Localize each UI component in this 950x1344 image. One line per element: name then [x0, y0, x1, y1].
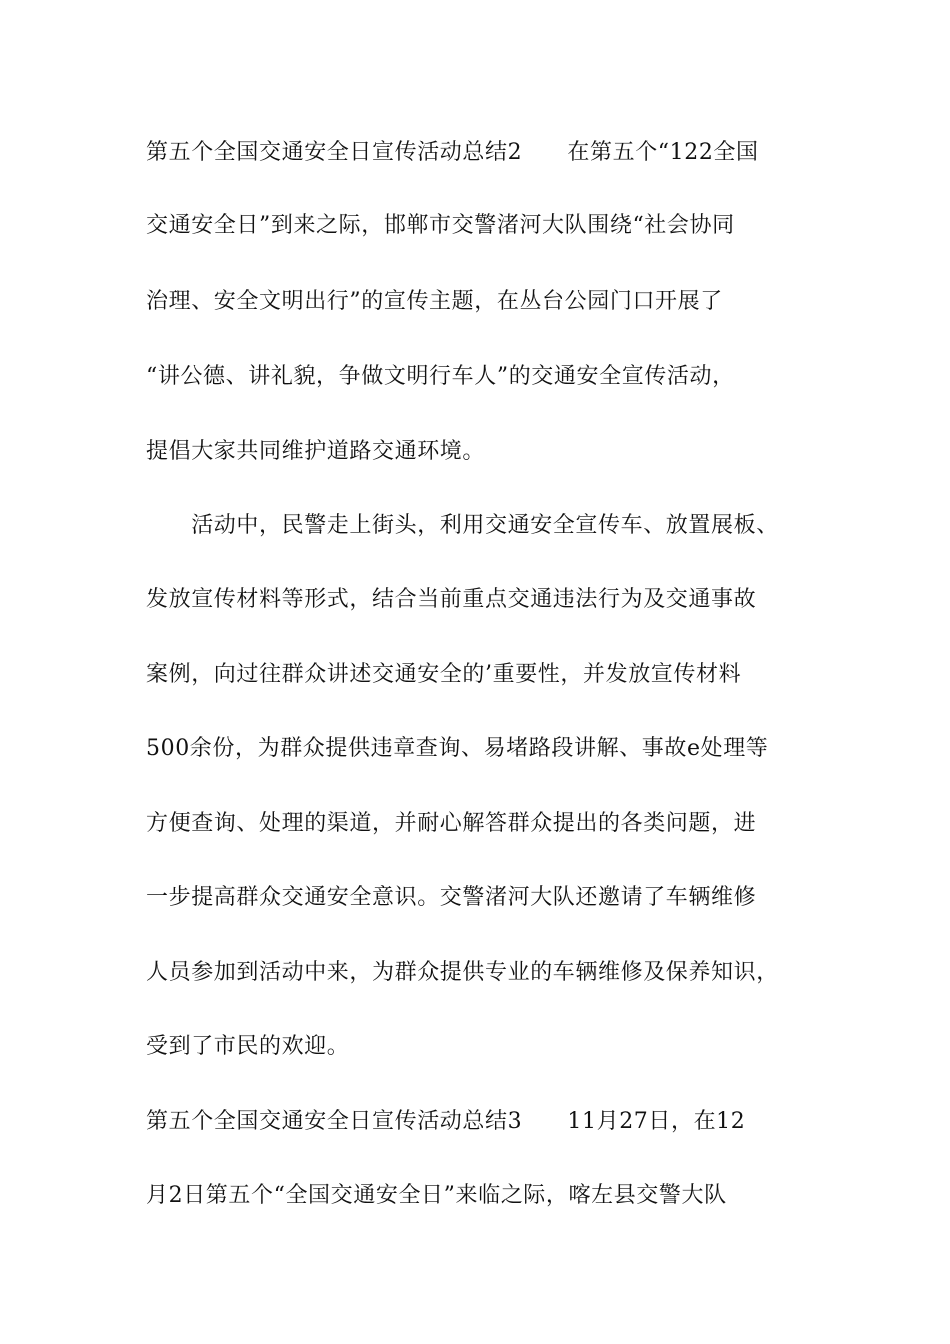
text-line-3: 治理、安全文明出行”的宣传主题，在丛台公园门口开展了	[146, 289, 723, 314]
text-line-7: 发放宣传材料等形式，结合当前重点交通违法行为及交通事故	[146, 587, 757, 612]
text-line-13: 受到了市民的欢迎。	[146, 1034, 350, 1059]
text-line-10: 方便查询、处理的渠道，并耐心解答群众提出的各类问题，进	[146, 811, 757, 836]
text-line-6: 活动中，民警走上街头，利用交通安全宣传车、放置展板、	[146, 513, 779, 538]
text-line-15: 月2日第五个“全国交通安全日”来临之际，喀左县交警大队	[146, 1183, 727, 1208]
text-line-2: 交通安全日”到来之际，邯郸市交警渚河大队围绕“社会协同	[146, 213, 735, 238]
text-line-14: 第五个全国交通安全日宣传活动总结3 11月27日，在12	[146, 1109, 746, 1134]
text-line-12: 人员参加到活动中来，为群众提供专业的车辆维修及保养知识，	[146, 960, 779, 985]
text-line-8: 案例，向过往群众讲述交通安全的’重要性，并发放宣传材料	[146, 662, 742, 687]
text-line-1: 第五个全国交通安全日宣传活动总结2 在第五个“122全国	[146, 140, 759, 165]
text-line-4: “讲公德、讲礼貌，争做文明行车人”的交通安全宣传活动，	[146, 364, 735, 389]
text-line-5: 提倡大家共同维护道路交通环境。	[146, 439, 486, 464]
text-line-11: 一步提高群众交通安全意识。交警渚河大队还邀请了车辆维修	[146, 885, 757, 910]
text-line-9: 500余份，为群众提供违章查询、易堵路段讲解、事故e处理等	[146, 736, 769, 761]
